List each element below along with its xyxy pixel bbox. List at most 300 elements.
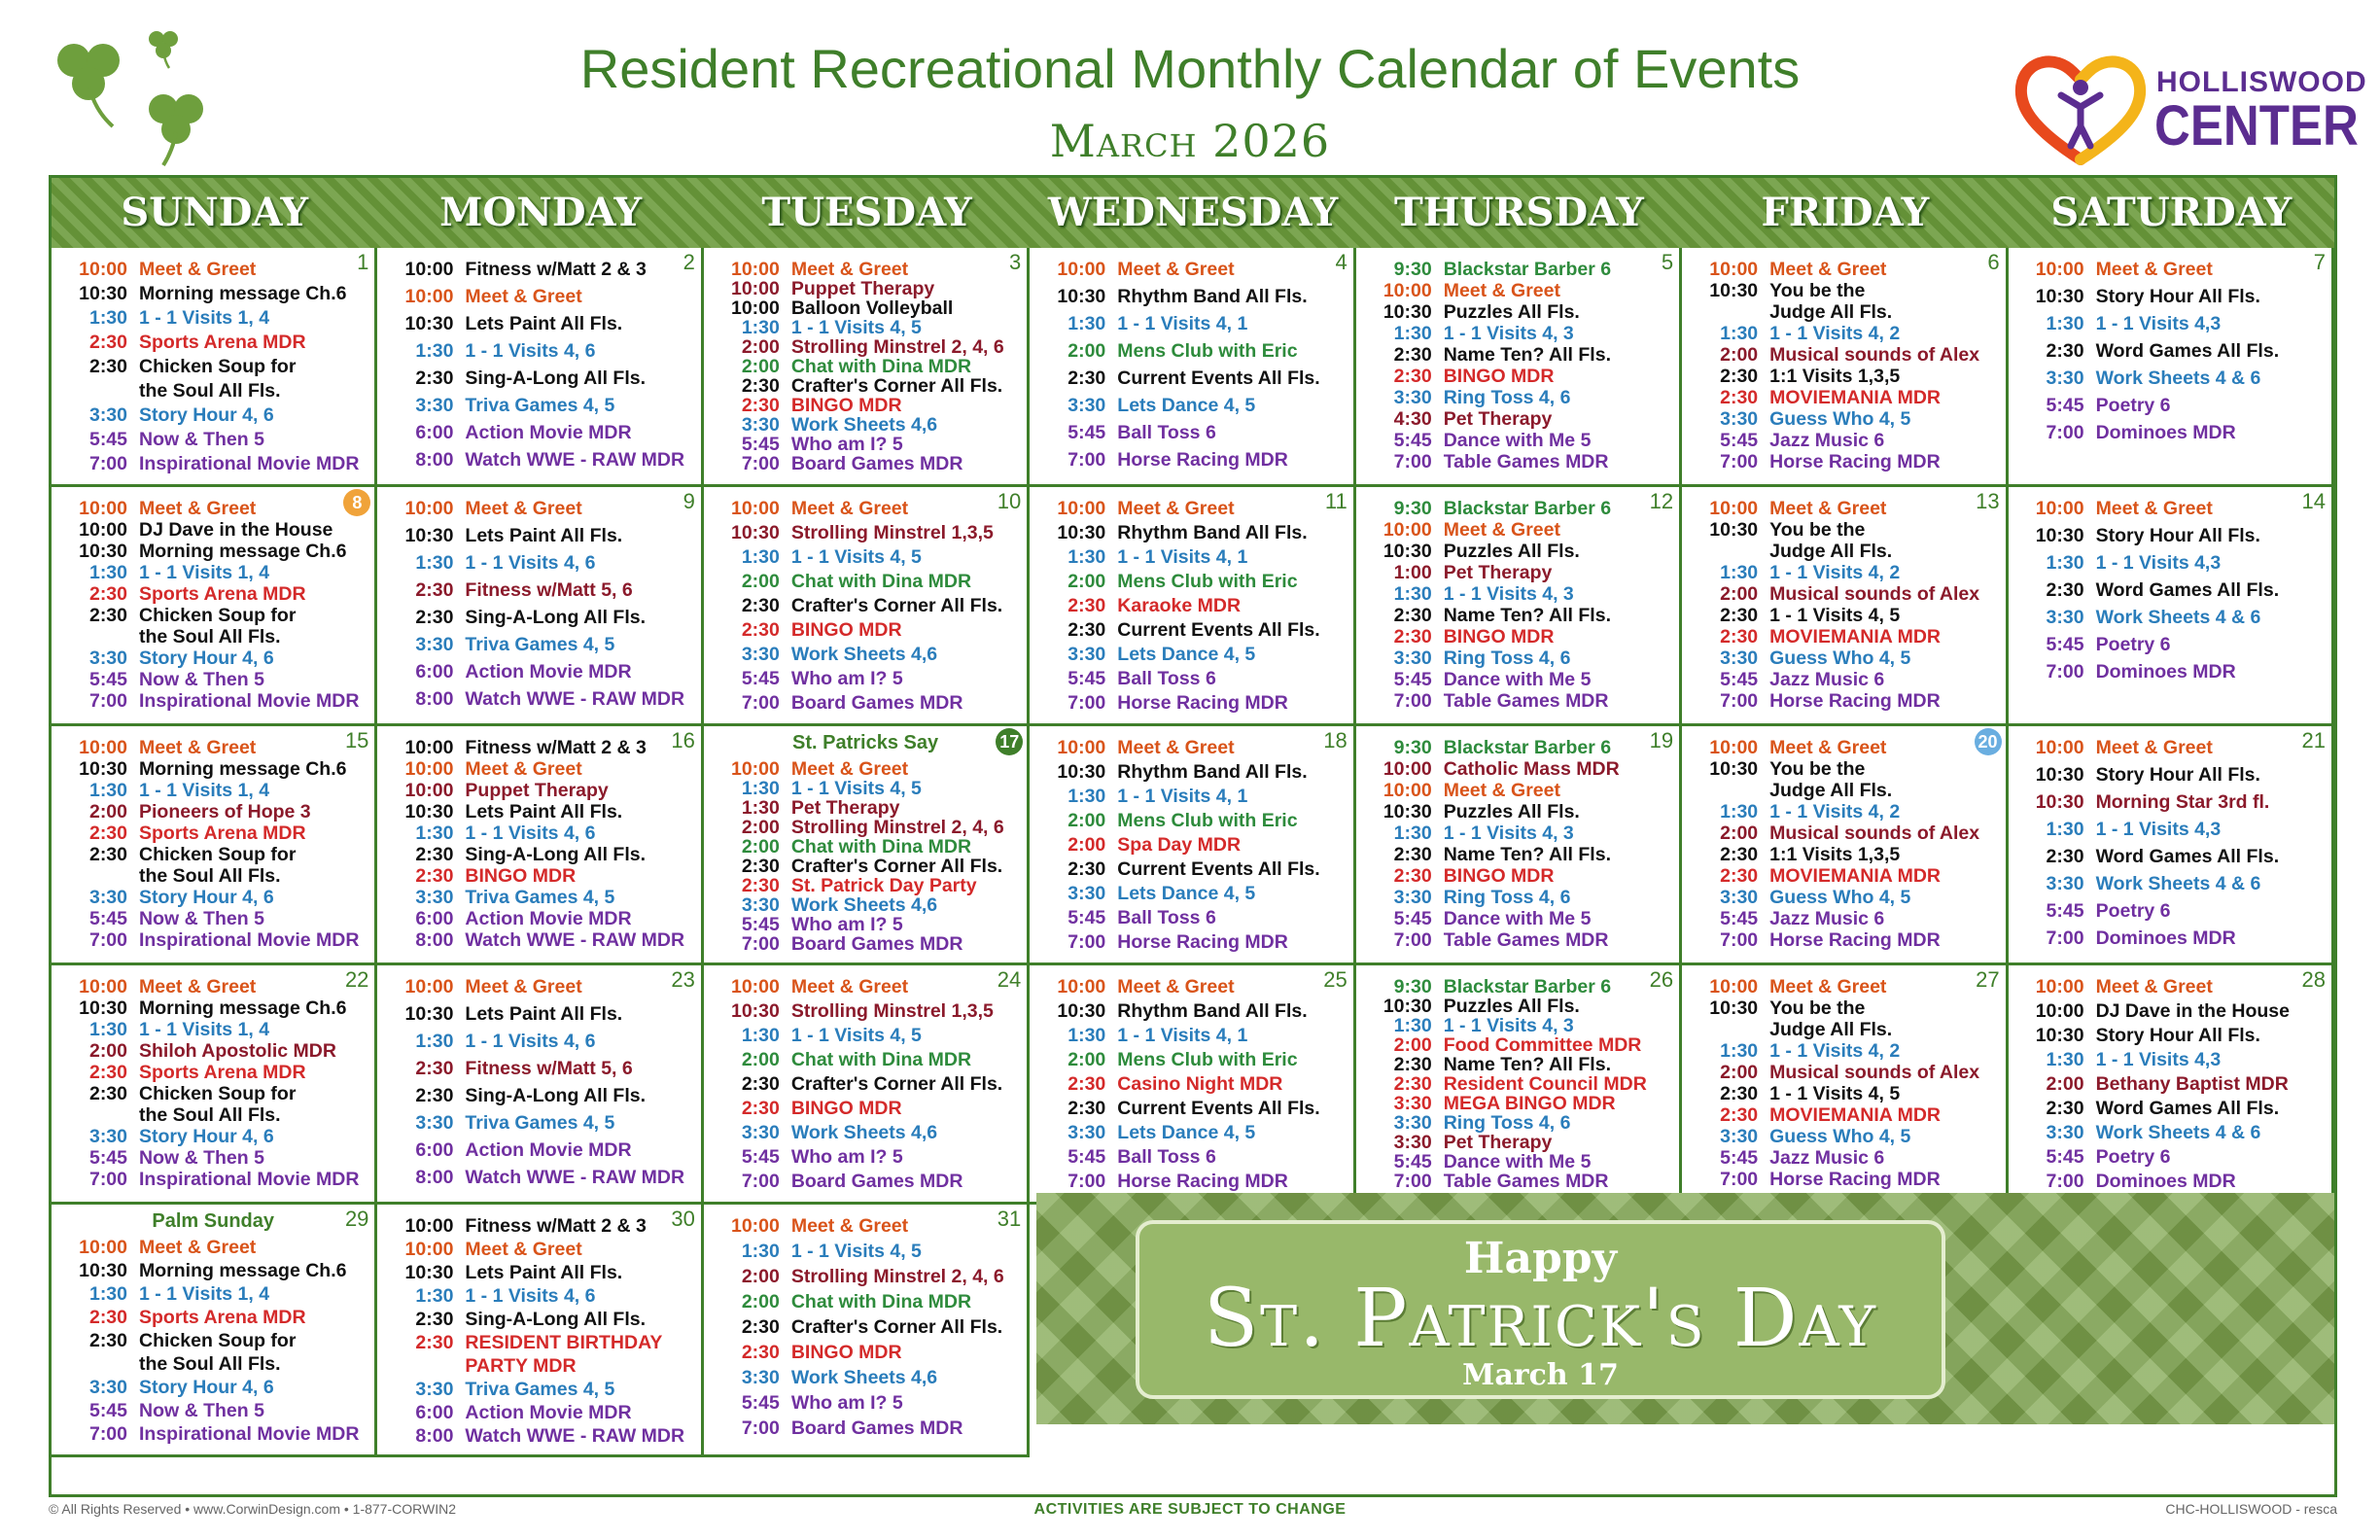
event-name: Horse Racing MDR bbox=[1117, 692, 1288, 714]
event-name: Morning message Ch.6 bbox=[139, 1260, 347, 1281]
event-row bbox=[385, 633, 696, 656]
event-name: Crafter's Corner All Fls. bbox=[790, 1073, 1003, 1095]
event-name: 1 - 1 Visits 1, 4 bbox=[139, 307, 270, 329]
event-time: 10:30 bbox=[1709, 998, 1759, 1019]
event-name: Puppet Therapy bbox=[465, 780, 609, 801]
event-name: Crafter's Corner All Fls. bbox=[790, 595, 1003, 616]
event-name: Rhythm Band All Fls. bbox=[1117, 522, 1308, 543]
event-time: 10:00 bbox=[79, 259, 127, 280]
event-row bbox=[1364, 582, 1675, 606]
day-number: 26 bbox=[1649, 967, 1674, 992]
day-cell bbox=[1356, 248, 1682, 487]
event-row bbox=[385, 843, 696, 866]
event-time: 2:30 bbox=[2046, 579, 2084, 601]
event-row bbox=[712, 545, 1023, 569]
event-row bbox=[385, 1111, 696, 1135]
event-time: 8:00 bbox=[415, 449, 454, 471]
event-name: 1 - 1 Visits 4, 3 bbox=[1443, 323, 1574, 344]
event-name: Bethany Baptist MDR bbox=[2095, 1073, 2289, 1095]
event-time: 2:30 bbox=[88, 605, 127, 626]
event-name: Work Sheets 4,6 bbox=[790, 894, 938, 916]
event-time: 3:30 bbox=[1393, 387, 1432, 408]
event-row bbox=[712, 1366, 1023, 1389]
event-row bbox=[59, 757, 370, 781]
event-name: Now & Then 5 bbox=[139, 1400, 264, 1421]
event-row bbox=[1690, 800, 2001, 823]
event-name: 1 - 1 Visits 4, 2 bbox=[1769, 801, 1901, 822]
event-row bbox=[712, 1240, 1023, 1263]
event-name: Poetry 6 bbox=[2095, 1146, 2171, 1168]
event-row bbox=[2016, 818, 2328, 841]
day-cell bbox=[1030, 248, 1355, 487]
event-time: 5:45 bbox=[2046, 1146, 2084, 1168]
event-time: 5:45 bbox=[1393, 669, 1432, 690]
event-time: 5:45 bbox=[1068, 907, 1106, 928]
event-row bbox=[1364, 300, 1675, 324]
event-time: 5:45 bbox=[1393, 1151, 1432, 1172]
event-time: 10:00 bbox=[79, 737, 127, 758]
event-name: Ball Toss 6 bbox=[1117, 422, 1216, 443]
event-row bbox=[1037, 594, 1348, 617]
event-name: 1 - 1 Visits 4, 5 bbox=[790, 317, 922, 338]
event-row bbox=[385, 886, 696, 909]
event-row bbox=[1037, 999, 1348, 1023]
event-name: 1 - 1 Visits 4,3 bbox=[2095, 313, 2222, 334]
event-time: 2:30 bbox=[1720, 1083, 1759, 1104]
event-name: Now & Then 5 bbox=[139, 429, 264, 450]
event-row bbox=[1690, 1168, 2001, 1191]
event-time: 5:45 bbox=[88, 669, 127, 690]
event-name: Blackstar Barber 6 bbox=[1443, 259, 1612, 280]
event-row bbox=[1364, 407, 1675, 431]
event-row bbox=[1690, 757, 2001, 781]
event-row bbox=[59, 843, 370, 866]
day-cell bbox=[377, 248, 703, 487]
heart-logo-icon bbox=[2012, 51, 2149, 167]
event-row bbox=[385, 1214, 696, 1238]
event-name: Meet & Greet bbox=[1443, 780, 1560, 801]
event-row bbox=[712, 1121, 1023, 1144]
event-name: Musical sounds of Alex bbox=[1769, 822, 1980, 844]
event-time: 3:30 bbox=[1720, 1126, 1759, 1147]
event-row bbox=[712, 1290, 1023, 1313]
event-row bbox=[2016, 497, 2328, 520]
event-row bbox=[59, 1422, 370, 1446]
event-time: 2:30 bbox=[1393, 605, 1432, 626]
day-cell bbox=[2009, 726, 2334, 965]
event-time: 5:45 bbox=[2046, 900, 2084, 922]
event-name: Fitness w/Matt 5, 6 bbox=[465, 579, 633, 601]
event-time: 10:30 bbox=[79, 541, 127, 562]
event-row bbox=[59, 540, 370, 563]
event-time: 1:30 bbox=[2046, 552, 2084, 574]
event-name: Sports Arena MDR bbox=[139, 822, 306, 844]
day-cell bbox=[377, 487, 703, 726]
event-name: Sports Arena MDR bbox=[139, 1062, 306, 1083]
event-time: 10:30 bbox=[404, 525, 454, 546]
day-number: 3 bbox=[1009, 250, 1022, 274]
event-time: 10:00 bbox=[79, 976, 127, 998]
event-name: Jazz Music 6 bbox=[1769, 908, 1885, 929]
event-row bbox=[712, 999, 1023, 1023]
event-row bbox=[2016, 660, 2328, 683]
event-time: 10:30 bbox=[730, 1000, 780, 1022]
event-name: 1 - 1 Visits 4, 3 bbox=[1443, 1015, 1574, 1036]
event-name: RESIDENT BIRTHDAY bbox=[465, 1332, 663, 1353]
event-row bbox=[59, 1146, 370, 1170]
event-row bbox=[59, 1082, 370, 1105]
event-row bbox=[1364, 258, 1675, 281]
event-time: 10:30 bbox=[2035, 791, 2084, 813]
event-time: 3:30 bbox=[415, 1112, 454, 1134]
event-time: 10:30 bbox=[79, 1260, 127, 1281]
event-row bbox=[712, 1214, 1023, 1238]
event-time: 3:30 bbox=[1720, 887, 1759, 908]
event-row bbox=[1690, 1082, 2001, 1105]
event-time: 10:30 bbox=[404, 313, 454, 334]
day-number: 20 bbox=[1975, 728, 2002, 755]
event-row bbox=[1690, 1125, 2001, 1148]
event-row bbox=[1364, 540, 1675, 563]
event-row bbox=[1364, 497, 1675, 520]
event-time: 1:30 bbox=[88, 780, 127, 801]
event-time: 2:00 bbox=[1720, 583, 1759, 605]
day-header-saturday: SATURDAY bbox=[2050, 190, 2292, 235]
event-name: Rhythm Band All Fls. bbox=[1117, 761, 1308, 783]
event-name: Meet & Greet bbox=[139, 1237, 257, 1258]
event-row bbox=[1037, 339, 1348, 363]
day-cell bbox=[52, 487, 377, 726]
day-cell bbox=[1030, 965, 1355, 1205]
event-time: 2:30 bbox=[1393, 1073, 1432, 1095]
event-row bbox=[1037, 285, 1348, 308]
event-row bbox=[59, 282, 370, 305]
day-number: 8 bbox=[343, 489, 370, 516]
event-row bbox=[385, 687, 696, 711]
event-row bbox=[1690, 518, 2001, 542]
event-row bbox=[59, 1039, 370, 1063]
event-row bbox=[1037, 545, 1348, 569]
event-row bbox=[385, 822, 696, 845]
event-name: Who am I? 5 bbox=[790, 1146, 903, 1168]
event-name: 1 - 1 Visits 4, 2 bbox=[1769, 1040, 1901, 1062]
event-time: 3:30 bbox=[1068, 644, 1106, 665]
event-time: 2:00 bbox=[741, 1266, 780, 1287]
event-name: Morning message Ch.6 bbox=[139, 283, 347, 304]
event-row bbox=[385, 1238, 696, 1261]
day-note: Palm Sunday bbox=[152, 1210, 275, 1232]
event-time: 1:30 bbox=[1393, 1015, 1432, 1036]
event-name: Inspirational Movie MDR bbox=[139, 1169, 360, 1190]
day-cell bbox=[704, 248, 1030, 487]
event-row bbox=[1690, 997, 2001, 1020]
event-time: 10:00 bbox=[1382, 780, 1432, 801]
event-name: Horse Racing MDR bbox=[1117, 1171, 1288, 1192]
event-name: MEGA BINGO MDR bbox=[1443, 1093, 1616, 1114]
event-time: 10:30 bbox=[1057, 1000, 1106, 1022]
event-time: 2:30 bbox=[1720, 387, 1759, 408]
event-time: 3:30 bbox=[2046, 1122, 2084, 1143]
event-time: 2:30 bbox=[415, 1085, 454, 1106]
event-name: Board Games MDR bbox=[790, 692, 963, 714]
event-row bbox=[712, 667, 1023, 690]
event-name: Meet & Greet bbox=[465, 758, 582, 780]
event-row bbox=[385, 551, 696, 575]
event-row bbox=[712, 1417, 1023, 1440]
event-time: 7:00 bbox=[1393, 451, 1432, 472]
event-row bbox=[2016, 551, 2328, 575]
event-time: 3:30 bbox=[88, 1126, 127, 1147]
event-time: 8:00 bbox=[415, 1425, 454, 1447]
day-header-tuesday: TUESDAY bbox=[761, 190, 972, 235]
event-time: 10:30 bbox=[1057, 286, 1106, 307]
day-number: 5 bbox=[1661, 250, 1674, 274]
event-name: Blackstar Barber 6 bbox=[1443, 498, 1612, 519]
event-row bbox=[1037, 618, 1348, 642]
event-row bbox=[385, 736, 696, 759]
event-time: 1:30 bbox=[88, 307, 127, 329]
event-name: Food Committee MDR bbox=[1443, 1034, 1642, 1056]
event-time: 1:30 bbox=[2046, 819, 2084, 840]
event-time: 2:30 bbox=[415, 1332, 454, 1353]
day-number: 11 bbox=[1324, 489, 1348, 513]
event-time: 3:30 bbox=[741, 894, 780, 916]
event-name: the Soul All Fls. bbox=[139, 865, 281, 887]
event-time: 7:00 bbox=[1393, 929, 1432, 951]
event-time: 9:30 bbox=[1393, 498, 1432, 519]
event-name: Inspirational Movie MDR bbox=[139, 453, 360, 474]
event-name: Inspirational Movie MDR bbox=[139, 690, 360, 712]
day-number: 28 bbox=[2301, 967, 2326, 992]
event-time: 5:45 bbox=[1068, 668, 1106, 689]
event-row bbox=[1690, 258, 2001, 281]
event-time: 2:30 bbox=[1393, 844, 1432, 865]
event-time: 5:45 bbox=[88, 1147, 127, 1169]
event-name: Ring Toss 4, 6 bbox=[1443, 648, 1571, 669]
event-name: Action Movie MDR bbox=[465, 661, 632, 682]
event-name: Dominoes MDR bbox=[2095, 422, 2236, 443]
event-name: Mens Club with Eric bbox=[1117, 340, 1298, 362]
event-row bbox=[385, 285, 696, 308]
page-title: Resident Recreational Monthly Calendar of Events bbox=[579, 38, 1801, 99]
event-row bbox=[1037, 421, 1348, 444]
event-row bbox=[712, 691, 1023, 715]
day-number: 10 bbox=[997, 489, 1022, 513]
event-time: 5:45 bbox=[1393, 430, 1432, 451]
event-time: 10:00 bbox=[2035, 737, 2084, 758]
event-name: BINGO MDR bbox=[790, 1342, 902, 1363]
event-name: Work Sheets 4 & 6 bbox=[2095, 607, 2261, 628]
event-name: Triva Games 4, 5 bbox=[465, 395, 615, 416]
event-row bbox=[1690, 822, 2001, 845]
event-time: 7:00 bbox=[88, 929, 127, 951]
event-row bbox=[385, 779, 696, 802]
event-row bbox=[59, 518, 370, 542]
event-name: Lets Paint All Fls. bbox=[465, 801, 623, 822]
event-time: 7:00 bbox=[741, 1418, 780, 1439]
event-time: 3:30 bbox=[1068, 395, 1106, 416]
event-row bbox=[59, 561, 370, 584]
event-name: Meet & Greet bbox=[1117, 498, 1235, 519]
event-name: 1 - 1 Visits 4, 2 bbox=[1769, 323, 1901, 344]
day-cell bbox=[1356, 965, 1682, 1205]
event-time: 2:30 bbox=[741, 1098, 780, 1119]
event-time: 3:30 bbox=[741, 1122, 780, 1143]
event-name: 1 - 1 Visits 4, 5 bbox=[1769, 1083, 1901, 1104]
event-time: 3:30 bbox=[1068, 1122, 1106, 1143]
event-time: 10:00 bbox=[730, 1215, 780, 1237]
event-row bbox=[385, 524, 696, 547]
event-row bbox=[2016, 999, 2328, 1023]
event-name: Morning Star 3rd fl. bbox=[2095, 791, 2270, 813]
event-row bbox=[385, 1424, 696, 1448]
event-name: 1 - 1 Visits 4,3 bbox=[2095, 1049, 2222, 1070]
event-time: 10:30 bbox=[1057, 761, 1106, 783]
event-time: 10:30 bbox=[1709, 280, 1759, 301]
event-row bbox=[2016, 606, 2328, 629]
event-row bbox=[59, 331, 370, 354]
event-name: Chicken Soup for bbox=[139, 1083, 297, 1104]
event-name: Rhythm Band All Fls. bbox=[1117, 286, 1308, 307]
event-row bbox=[59, 1376, 370, 1399]
event-row bbox=[59, 1125, 370, 1148]
event-row bbox=[59, 497, 370, 520]
event-time: 10:30 bbox=[1709, 758, 1759, 780]
event-time: 10:00 bbox=[1709, 737, 1759, 758]
event-row bbox=[1364, 736, 1675, 759]
event-name: Horse Racing MDR bbox=[1117, 931, 1288, 953]
event-name: 1 - 1 Visits 4, 1 bbox=[1117, 546, 1248, 568]
event-name: the Soul All Fls. bbox=[139, 1353, 281, 1375]
event-name: Now & Then 5 bbox=[139, 669, 264, 690]
event-row bbox=[1364, 886, 1675, 909]
event-name: Meet & Greet bbox=[1443, 280, 1560, 301]
event-time: 7:00 bbox=[741, 453, 780, 474]
day-number: 22 bbox=[344, 967, 369, 992]
event-time: 2:30 bbox=[741, 619, 780, 641]
day-number: 15 bbox=[344, 728, 369, 752]
event-row bbox=[712, 1315, 1023, 1339]
event-name: Catholic Mass MDR bbox=[1443, 758, 1620, 780]
event-name: Strolling Minstrel 1,3,5 bbox=[790, 522, 994, 543]
calendar bbox=[49, 175, 2337, 1497]
event-row bbox=[2016, 1097, 2328, 1120]
event-row bbox=[59, 1103, 370, 1127]
day-note: St. Patricks Say bbox=[792, 732, 939, 753]
event-time: 2:00 bbox=[1068, 571, 1106, 592]
event-row bbox=[1690, 736, 2001, 759]
event-name: the Soul All Fls. bbox=[139, 1104, 281, 1126]
event-time: 5:45 bbox=[1720, 669, 1759, 690]
event-name: Sing-A-Long All Fls. bbox=[465, 1085, 647, 1106]
event-time: 5:45 bbox=[2046, 395, 2084, 416]
event-time: 1:30 bbox=[1720, 323, 1759, 344]
event-time: 3:30 bbox=[741, 644, 780, 665]
event-time: 5:45 bbox=[741, 1392, 780, 1414]
event-name: Triva Games 4, 5 bbox=[465, 634, 615, 655]
event-row bbox=[1037, 809, 1348, 832]
event-name: Dance with Me 5 bbox=[1443, 669, 1592, 690]
day-cell bbox=[377, 726, 703, 965]
event-name: Pet Therapy bbox=[1443, 1132, 1553, 1153]
event-row bbox=[59, 886, 370, 909]
event-time: 2:30 bbox=[88, 844, 127, 865]
event-name: Story Hour All Fls. bbox=[2095, 525, 2260, 546]
event-time: 7:00 bbox=[88, 690, 127, 712]
event-time: 7:00 bbox=[1720, 690, 1759, 712]
day-number: 7 bbox=[2313, 250, 2326, 274]
event-time: 3:30 bbox=[1068, 883, 1106, 904]
event-name: Fitness w/Matt 5, 6 bbox=[465, 1058, 633, 1079]
event-row bbox=[385, 800, 696, 823]
event-row bbox=[712, 452, 1023, 475]
event-row bbox=[1690, 668, 2001, 691]
event-time: 10:00 bbox=[730, 976, 780, 998]
event-name: BINGO MDR bbox=[790, 1098, 902, 1119]
event-time: 4:30 bbox=[1393, 408, 1432, 430]
event-name: 1 - 1 Visits 1, 4 bbox=[139, 1019, 270, 1040]
event-name: Meet & Greet bbox=[1443, 519, 1560, 541]
event-row bbox=[2016, 421, 2328, 444]
event-row bbox=[2016, 1145, 2328, 1169]
event-time: 7:00 bbox=[2046, 928, 2084, 949]
event-row bbox=[59, 1061, 370, 1084]
event-name: Poetry 6 bbox=[2095, 900, 2171, 922]
event-row bbox=[2016, 578, 2328, 602]
event-time: 3:30 bbox=[2046, 873, 2084, 894]
event-row bbox=[59, 822, 370, 845]
event-time: 10:00 bbox=[79, 498, 127, 519]
event-time: 5:45 bbox=[1720, 1147, 1759, 1169]
event-name: Puppet Therapy bbox=[790, 278, 935, 299]
day-cell bbox=[52, 965, 377, 1205]
event-time: 7:00 bbox=[1068, 449, 1106, 471]
event-row bbox=[1364, 450, 1675, 473]
event-name: Dominoes MDR bbox=[2095, 661, 2236, 682]
event-name: Action Movie MDR bbox=[465, 422, 632, 443]
event-row bbox=[712, 521, 1023, 544]
event-row bbox=[1690, 407, 2001, 431]
event-row bbox=[1690, 497, 2001, 520]
event-name: Meet & Greet bbox=[2095, 737, 2213, 758]
event-row bbox=[1690, 582, 2001, 606]
event-name: Chat with Dina MDR bbox=[790, 1049, 972, 1070]
event-row bbox=[1690, 843, 2001, 866]
event-name: Judge All Fls. bbox=[1769, 1019, 1893, 1040]
event-row bbox=[1364, 365, 1675, 388]
event-name: Judge All Fls. bbox=[1769, 301, 1893, 323]
event-time: 3:30 bbox=[88, 887, 127, 908]
event-row bbox=[1690, 1103, 2001, 1127]
event-time: 10:30 bbox=[404, 801, 454, 822]
event-name: Meet & Greet bbox=[465, 498, 582, 519]
event-row bbox=[1364, 429, 1675, 452]
event-row bbox=[1364, 668, 1675, 691]
event-name: Sing-A-Long All Fls. bbox=[465, 368, 647, 389]
event-name: Chicken Soup for bbox=[139, 605, 297, 626]
event-time: 1:30 bbox=[1393, 822, 1432, 844]
event-name: Lets Paint All Fls. bbox=[465, 313, 623, 334]
event-row bbox=[385, 1308, 696, 1331]
event-row bbox=[712, 1048, 1023, 1071]
event-time: 1:30 bbox=[415, 1031, 454, 1052]
event-name: Strolling Minstrel 2, 4, 6 bbox=[790, 336, 1004, 358]
event-name: 1 - 1 Visits 4, 6 bbox=[465, 1285, 596, 1307]
event-row bbox=[1037, 312, 1348, 335]
event-time: 2:30 bbox=[415, 844, 454, 865]
event-time: 9:30 bbox=[1393, 737, 1432, 758]
day-cell bbox=[1682, 726, 2008, 965]
